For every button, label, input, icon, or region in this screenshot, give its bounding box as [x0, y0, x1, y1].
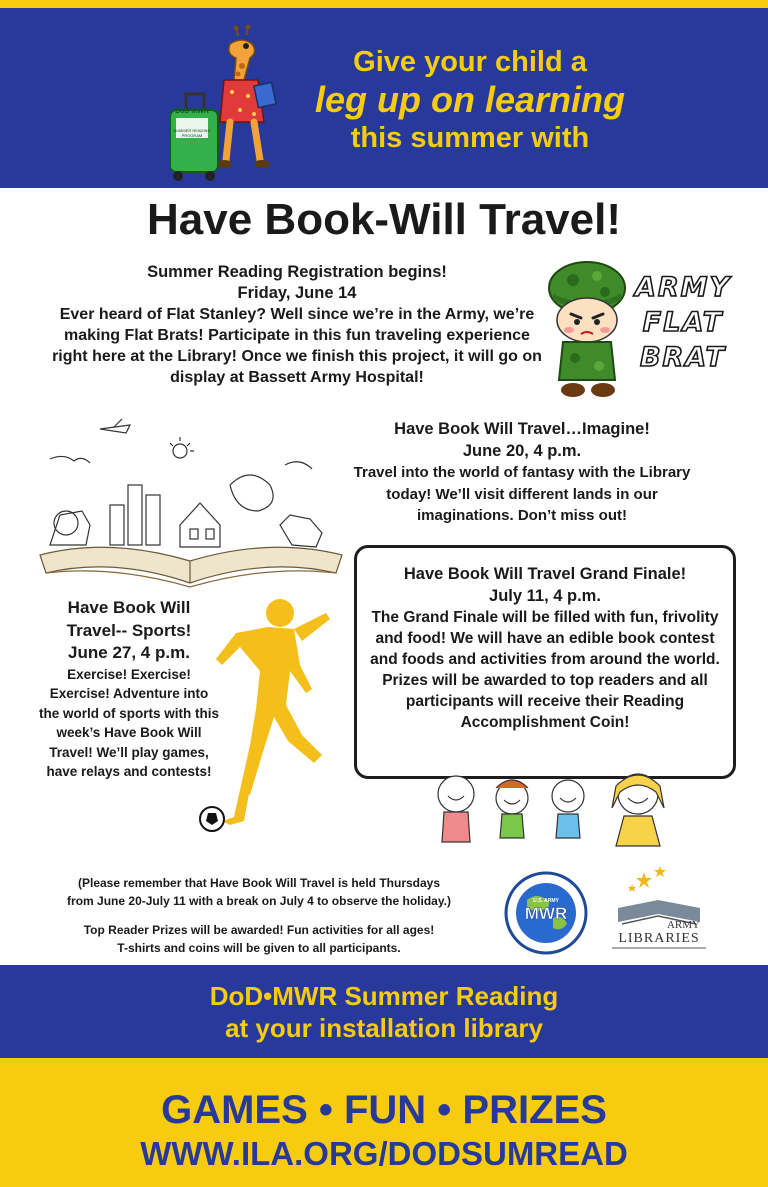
footer-line-2: at your installation library — [225, 1013, 543, 1043]
prizes-line-1: Top Reader Prizes will be awarded! Fun activities for all ages! — [83, 923, 435, 937]
registration-body: Ever heard of Flat Stanley? Well since we’re in the Army, we’re making Flat Brats! Participate in this fun traveling experience right here at the Library! Once we finish this project, it will go on display at Bassett Army Hospital! — [52, 306, 542, 386]
prizes-line-2: T-shirts and coins will be given to all participants. — [117, 941, 401, 955]
reminder-line-1: (Please remember that Have Book Will Travel is held Thursdays — [77, 876, 441, 890]
army-libraries-word-army: ARMY — [666, 919, 700, 931]
sports-title-1: Have Book Will — [67, 598, 191, 617]
website-url[interactable]: WWW.ILA.ORG/DODSUMREAD — [140, 1135, 628, 1172]
sports-date: June 27, 4 p.m. — [68, 643, 190, 662]
mwr-logo-text: MWR — [524, 904, 568, 923]
registration-heading: Summer Reading Registration begins! — [147, 263, 447, 281]
flat-brat-text — [628, 270, 738, 375]
registration-block — [52, 262, 542, 388]
army-libraries-text — [608, 920, 710, 946]
headline-line-1: Give your child a — [353, 46, 587, 78]
army-libraries-word-libraries: LIBRARIES — [618, 931, 700, 946]
imagine-date: June 20, 4 p.m. — [462, 442, 582, 460]
finale-title: Have Book Will Travel Grand Finale! — [403, 565, 687, 583]
imagine-body: Travel into the world of fantasy with the Library today! We’ll visit different lands in our imaginations. Don’t miss out! — [353, 464, 691, 524]
open-book-sketch-icon — [30, 415, 350, 595]
cartoon-kids-icon — [420, 768, 700, 848]
reminder-note — [24, 874, 494, 910]
flat-brat-word-flat: FLAT — [642, 307, 724, 338]
mwr-logo-top-text: U.S. ARMY — [533, 898, 559, 904]
top-yellow-strip — [0, 0, 768, 8]
sports-body: Exercise! Exercise! Exercise! Adventure into the world of sports with this week’s Have Book Will Travel! We’ll play games, have relays and contests! — [39, 666, 219, 779]
imagine-event-block — [344, 418, 700, 527]
headline-line-2: leg up on learning — [314, 79, 625, 120]
finale-date: July 11, 4 p.m. — [489, 587, 601, 605]
page-title: Have Book-Will Travel! — [147, 195, 621, 244]
footer-text — [0, 980, 768, 1044]
imagine-title: Have Book Will Travel…Imagine! — [394, 420, 650, 438]
flat-brat-word-army: ARMY — [634, 272, 732, 303]
registration-date: Friday, June 14 — [237, 284, 357, 302]
header-headline — [270, 44, 670, 156]
headline-line-3: this summer with — [350, 122, 590, 154]
games-fun-prizes: GAMES • FUN • PRIZES — [161, 1088, 607, 1132]
suitcase-label: DoD MWR — [175, 108, 209, 115]
sports-title-2: Travel-- Sports! — [66, 620, 192, 640]
flat-brat-word-brat: BRAT — [639, 342, 727, 373]
prizes-note — [24, 921, 494, 957]
footer-line-1: DoD•MWR Summer Reading — [209, 981, 559, 1011]
suitcase-sub-label: SUMMER READING PROGRAM — [173, 128, 211, 138]
finale-event-block — [364, 563, 726, 733]
finale-body: The Grand Finale will be filled with fun, frivolity and food! We will have an edible book contest and foods and activities from around the world. Prizes will be awarded to top readers and all participants will receive their Reading Accomplishment Coin! — [370, 609, 720, 731]
sports-event-block — [38, 597, 220, 782]
reminder-line-2: from June 20-July 11 with a break on July 4 to observe the holiday.) — [67, 894, 451, 908]
